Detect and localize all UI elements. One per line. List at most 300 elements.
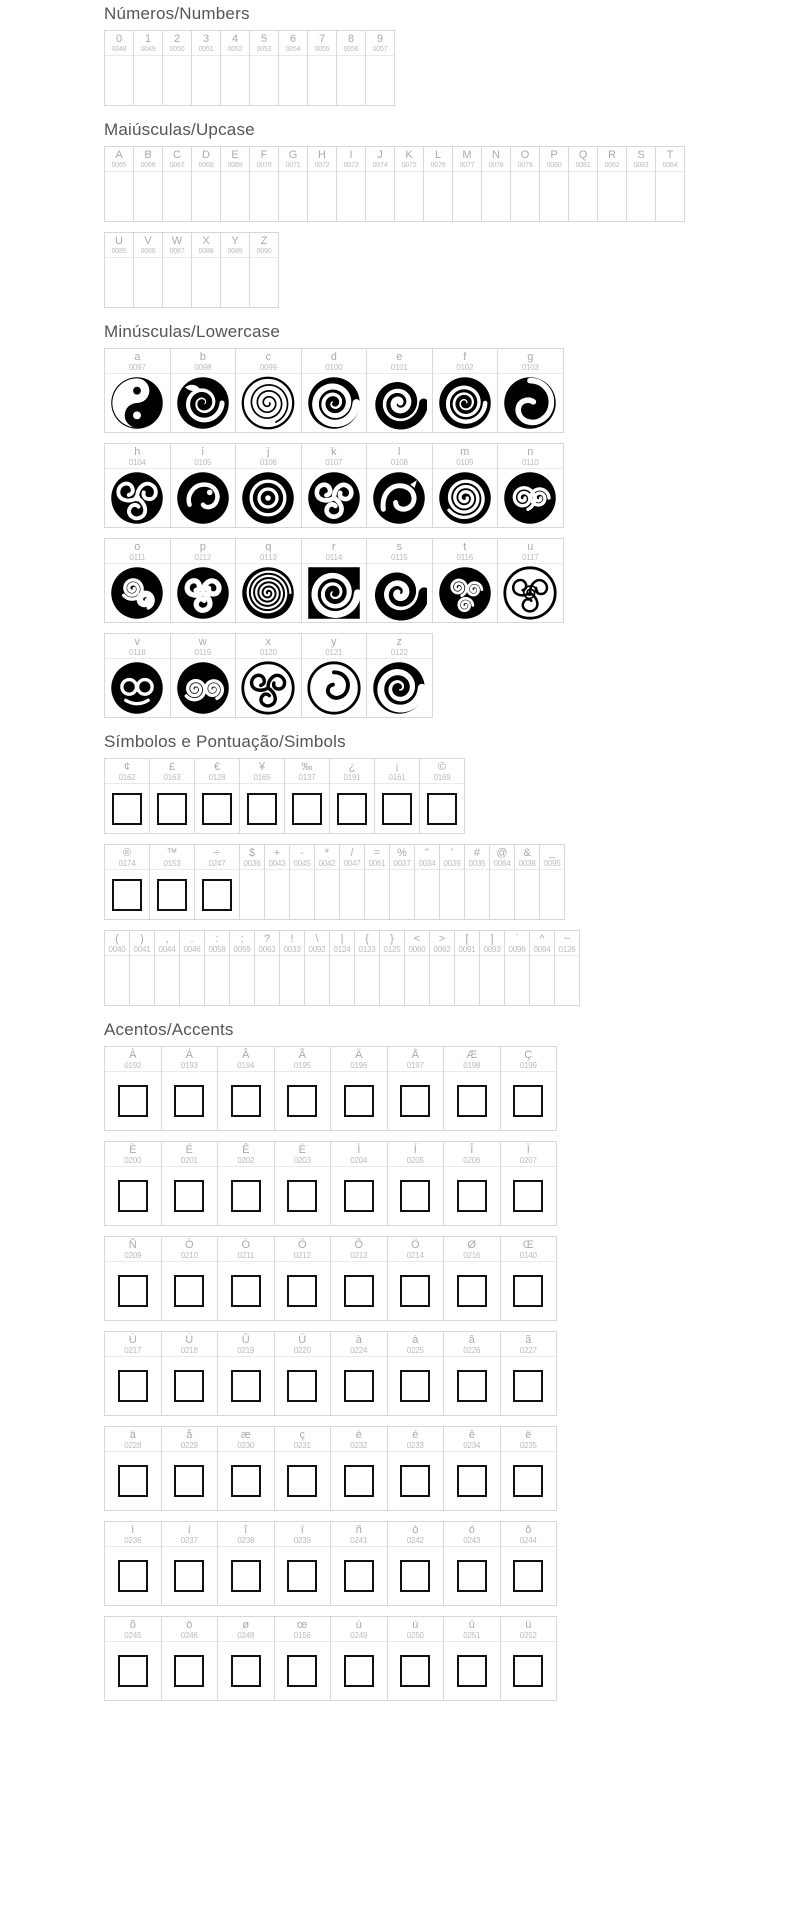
glyph-preview	[275, 1072, 331, 1130]
section-title-numbers: Números/Numbers	[104, 4, 250, 23]
glyph-cell[interactable]	[250, 233, 279, 308]
glyph-cell[interactable]	[540, 147, 569, 222]
glyph-cell[interactable]	[162, 1332, 219, 1416]
glyph-character: ‰	[301, 761, 313, 773]
glyph-charcode: 0053	[256, 46, 272, 53]
missing-glyph-box	[513, 1655, 543, 1687]
glyph-character: 6	[289, 33, 297, 45]
glyph-cell-header	[302, 349, 367, 374]
glyph-cell[interactable]	[302, 634, 368, 718]
glyph-cell[interactable]	[330, 931, 355, 1006]
glyph-cell-header	[444, 1427, 500, 1452]
glyph-cell[interactable]	[240, 759, 285, 834]
glyph-cell-header	[530, 931, 554, 956]
glyph-cell-header	[367, 444, 432, 469]
glyph-cell[interactable]	[302, 539, 368, 623]
glyph-cell[interactable]	[105, 1617, 162, 1701]
glyph-cell[interactable]	[221, 31, 250, 106]
glyph-cell-header	[388, 1427, 444, 1452]
glyph-cell[interactable]	[105, 1522, 162, 1606]
glyph-cell-header	[375, 759, 419, 784]
glyph-cell[interactable]	[388, 1617, 445, 1701]
glyph-cell[interactable]	[440, 845, 465, 920]
glyph-cell[interactable]	[162, 1142, 219, 1226]
glyph-cell[interactable]	[433, 349, 499, 433]
glyph-cell[interactable]	[388, 1237, 445, 1321]
glyph-cell[interactable]	[105, 1332, 162, 1416]
glyph-charcode: 0214	[406, 1251, 424, 1260]
glyph-row	[104, 538, 564, 623]
glyph-cell[interactable]	[367, 444, 433, 528]
glyph-cell-header	[218, 1237, 274, 1262]
glyph-cell[interactable]	[530, 931, 555, 1006]
glyph-cell-header	[250, 147, 278, 172]
glyph-cell-header	[195, 845, 239, 870]
glyph-cell-header	[395, 147, 423, 172]
glyph-cell[interactable]	[433, 539, 499, 623]
glyph-cell-header	[302, 539, 367, 564]
glyph-cell[interactable]	[498, 349, 564, 433]
glyph-cell[interactable]	[285, 759, 330, 834]
missing-glyph-box	[287, 1085, 317, 1117]
glyph-cell[interactable]	[275, 1617, 332, 1701]
glyph-character: L	[434, 149, 442, 161]
glyph-cell[interactable]	[250, 147, 279, 222]
glyph-cell[interactable]	[279, 31, 308, 106]
glyph-cell[interactable]	[482, 147, 511, 222]
glyph-cell[interactable]	[105, 845, 150, 920]
glyph-cell[interactable]	[656, 147, 685, 222]
glyph-character: ;	[240, 933, 244, 945]
glyph-charcode: 0088	[198, 248, 214, 255]
glyph-cell[interactable]	[367, 634, 433, 718]
glyph-cell-header	[415, 845, 439, 870]
glyph-row	[104, 1521, 557, 1606]
glyph-cell-header	[337, 147, 365, 172]
section-title-accents: Acentos/Accents	[104, 1020, 234, 1039]
spiral-splash-icon	[175, 375, 231, 431]
glyph-preview	[236, 374, 301, 432]
glyph-preview	[218, 1262, 274, 1320]
glyph-cell[interactable]	[501, 1332, 558, 1416]
glyph-cell[interactable]	[163, 233, 192, 308]
glyph-character: :	[215, 933, 219, 945]
glyph-preview	[192, 56, 220, 105]
glyph-cell[interactable]	[105, 147, 134, 222]
glyph-cell[interactable]	[444, 1427, 501, 1511]
glyph-cell[interactable]	[305, 931, 330, 1006]
glyph-cell[interactable]	[105, 349, 171, 433]
glyph-cell-header	[302, 634, 367, 659]
glyph-cell[interactable]	[130, 931, 155, 1006]
glyph-preview	[275, 1452, 331, 1510]
glyph-cell[interactable]	[218, 1047, 275, 1131]
glyph-cell[interactable]	[444, 1237, 501, 1321]
glyph-preview	[331, 1262, 387, 1320]
glyph-cell[interactable]	[290, 845, 315, 920]
glyph-cell[interactable]	[480, 931, 505, 1006]
glyph-cell[interactable]	[163, 147, 192, 222]
glyph-cell[interactable]	[171, 539, 237, 623]
glyph-cell[interactable]	[415, 845, 440, 920]
glyph-cell[interactable]	[221, 147, 250, 222]
glyph-preview	[105, 1452, 161, 1510]
glyph-cell[interactable]	[388, 1427, 445, 1511]
glyph-cell[interactable]	[430, 931, 455, 1006]
glyph-preview	[480, 956, 504, 1005]
glyph-cell[interactable]	[331, 1332, 388, 1416]
glyph-cell[interactable]	[275, 1522, 332, 1606]
glyph-cell[interactable]	[331, 1142, 388, 1226]
glyph-cell[interactable]	[218, 1427, 275, 1511]
glyph-cell[interactable]	[569, 147, 598, 222]
glyph-preview	[656, 172, 684, 221]
glyph-cell[interactable]	[192, 147, 221, 222]
glyph-cell-header	[105, 444, 170, 469]
glyph-charcode: 0089	[227, 248, 243, 255]
glyph-cell[interactable]	[105, 233, 134, 308]
glyph-cell[interactable]	[171, 349, 237, 433]
glyph-charcode: 0078	[488, 162, 504, 169]
glyph-cell-header	[331, 1332, 387, 1357]
glyph-cell[interactable]	[192, 233, 221, 308]
glyph-cell[interactable]	[230, 931, 255, 1006]
glyph-cell[interactable]	[501, 1427, 558, 1511]
glyph-cell-header	[180, 931, 204, 956]
glyph-cell[interactable]	[366, 147, 395, 222]
glyph-charcode: 0073	[343, 162, 359, 169]
glyph-cell[interactable]	[180, 931, 205, 1006]
glyph-cell[interactable]	[308, 147, 337, 222]
glyph-cell[interactable]	[444, 1522, 501, 1606]
glyph-cell[interactable]	[465, 845, 490, 920]
glyph-cell[interactable]	[388, 1142, 445, 1226]
glyph-charcode: 0086	[140, 248, 156, 255]
glyph-cell-header	[330, 931, 354, 956]
glyph-cell[interactable]	[218, 1332, 275, 1416]
glyph-character: k	[331, 446, 337, 458]
glyph-cell-header	[366, 31, 394, 56]
glyph-charcode: 0110	[522, 458, 539, 467]
glyph-cell[interactable]	[134, 233, 163, 308]
glyph-cell-header	[275, 1522, 331, 1547]
glyph-cell[interactable]	[444, 1142, 501, 1226]
glyph-cell[interactable]	[218, 1142, 275, 1226]
glyph-charcode: 0227	[519, 1346, 537, 1355]
glyph-character: T	[666, 149, 674, 161]
glyph-cell[interactable]	[511, 147, 540, 222]
glyph-cell[interactable]	[275, 1047, 332, 1131]
glyph-preview	[331, 1642, 387, 1700]
glyph-cell-header	[163, 31, 191, 56]
glyph-cell[interactable]	[308, 31, 337, 106]
glyph-cell[interactable]	[221, 233, 250, 308]
glyph-cell[interactable]	[171, 634, 237, 718]
glyph-charcode: 0061	[368, 859, 386, 868]
glyph-cell[interactable]	[331, 1047, 388, 1131]
glyph-cell[interactable]	[162, 1237, 219, 1321]
glyph-cell-header	[218, 1617, 274, 1642]
glyph-charcode: 0039	[443, 859, 461, 868]
glyph-cell[interactable]	[162, 1522, 219, 1606]
glyph-preview	[250, 258, 278, 307]
glyph-charcode: 0108	[390, 458, 408, 467]
glyph-cell-header	[433, 539, 498, 564]
glyph-cell[interactable]	[405, 931, 430, 1006]
glyph-character: e	[396, 351, 403, 363]
glyph-cell[interactable]	[205, 931, 230, 1006]
glyph-character: 8	[347, 33, 355, 45]
glyph-cell[interactable]	[365, 845, 390, 920]
glyph-cell[interactable]	[162, 1047, 219, 1131]
glyph-cell-header	[105, 1047, 161, 1072]
glyph-character: ù	[355, 1619, 362, 1631]
glyph-charcode: 0197	[406, 1061, 424, 1070]
glyph-preview	[150, 870, 194, 919]
glyph-cell[interactable]	[331, 1237, 388, 1321]
glyph-cell[interactable]	[275, 1142, 332, 1226]
missing-glyph-box	[231, 1465, 261, 1497]
glyph-preview	[162, 1167, 218, 1225]
glyph-cell[interactable]	[501, 1047, 558, 1131]
glyph-cell-header	[105, 931, 129, 956]
glyph-cell[interactable]	[236, 349, 302, 433]
glyph-cell[interactable]	[171, 444, 237, 528]
glyph-cell-header	[279, 147, 307, 172]
glyph-cell[interactable]	[501, 1142, 558, 1226]
missing-glyph-box	[513, 1465, 543, 1497]
glyph-cell[interactable]	[134, 147, 163, 222]
glyph-preview	[236, 564, 301, 622]
glyph-cell[interactable]	[337, 31, 366, 106]
glyph-cell-header	[134, 233, 162, 258]
glyph-charcode: 0106	[259, 458, 277, 467]
missing-glyph-box	[174, 1560, 204, 1592]
glyph-cell[interactable]	[555, 931, 580, 1006]
glyph-cell[interactable]	[420, 759, 465, 834]
glyph-cell[interactable]	[501, 1522, 558, 1606]
glyph-cell[interactable]	[134, 31, 163, 106]
glyph-cell[interactable]	[375, 759, 420, 834]
glyph-character: v	[134, 636, 140, 648]
glyph-charcode: 0096	[508, 945, 526, 954]
glyph-cell-header	[555, 931, 579, 956]
glyph-cell[interactable]	[250, 31, 279, 106]
glyph-row	[104, 758, 465, 834]
glyph-cell[interactable]	[218, 1522, 275, 1606]
glyph-cell[interactable]	[105, 1142, 162, 1226]
glyph-cell-header	[455, 931, 479, 956]
glyph-preview	[444, 1452, 500, 1510]
glyph-cell[interactable]	[240, 845, 265, 920]
glyph-cell[interactable]	[355, 931, 380, 1006]
glyph-cell[interactable]	[105, 444, 171, 528]
glyph-cell[interactable]	[598, 147, 627, 222]
glyph-charcode: 0242	[406, 1536, 424, 1545]
glyph-cell[interactable]	[390, 845, 415, 920]
glyph-charcode: 0041	[133, 945, 151, 954]
glyph-cell-header	[444, 1332, 500, 1357]
glyph-cell[interactable]	[444, 1332, 501, 1416]
glyph-cell[interactable]	[367, 539, 433, 623]
glyph-preview	[195, 784, 239, 833]
glyph-preview	[265, 870, 289, 919]
glyph-cell[interactable]	[218, 1237, 275, 1321]
glyph-cell[interactable]	[315, 845, 340, 920]
glyph-preview	[163, 56, 191, 105]
glyph-cell[interactable]	[380, 931, 405, 1006]
glyph-cell-header	[162, 1047, 218, 1072]
glyph-cell[interactable]	[388, 1047, 445, 1131]
glyph-cell[interactable]	[505, 931, 530, 1006]
glyph-preview	[105, 1072, 161, 1130]
glyph-cell[interactable]	[265, 845, 290, 920]
glyph-cell[interactable]	[105, 31, 134, 106]
glyph-charcode: 0092	[308, 945, 326, 954]
glyph-charcode: 0153	[163, 859, 181, 868]
glyph-cell[interactable]	[366, 31, 395, 106]
glyph-cell[interactable]	[498, 444, 564, 528]
glyph-cell[interactable]	[236, 539, 302, 623]
glyph-charcode: 0169	[433, 773, 451, 782]
glyph-cell[interactable]	[433, 444, 499, 528]
glyph-character: r	[331, 541, 336, 553]
glyph-cell[interactable]	[444, 1617, 501, 1701]
glyph-cell-header	[331, 1142, 387, 1167]
glyph-cell[interactable]	[302, 444, 368, 528]
glyph-cell[interactable]	[540, 845, 565, 920]
glyph-cell[interactable]	[255, 931, 280, 1006]
glyph-cell[interactable]	[192, 31, 221, 106]
glyph-cell[interactable]	[195, 759, 240, 834]
glyph-character: b	[199, 351, 206, 363]
glyph-cell[interactable]	[455, 931, 480, 1006]
glyph-character: 7	[318, 33, 326, 45]
glyph-cell-header	[105, 31, 133, 56]
glyph-charcode: 0035	[468, 859, 486, 868]
glyph-character: =	[373, 847, 381, 859]
glyph-cell[interactable]	[105, 1047, 162, 1131]
glyph-cell[interactable]	[163, 31, 192, 106]
glyph-cell[interactable]	[331, 1617, 388, 1701]
glyph-cell[interactable]	[279, 147, 308, 222]
glyph-cell[interactable]	[444, 1047, 501, 1131]
glyph-cell[interactable]	[501, 1617, 558, 1701]
missing-glyph-box	[400, 1370, 430, 1402]
glyph-cell[interactable]	[275, 1332, 332, 1416]
glyph-preview	[627, 172, 655, 221]
glyph-charcode: 0033	[283, 945, 301, 954]
glyph-cell[interactable]	[105, 1427, 162, 1511]
glyph-preview	[105, 784, 149, 833]
glyph-cell[interactable]	[337, 147, 366, 222]
glyph-charcode: 0237	[180, 1536, 198, 1545]
glyph-row	[104, 443, 564, 528]
glyph-cell[interactable]	[424, 147, 453, 222]
section-symbols	[104, 732, 800, 1006]
glyph-cell[interactable]	[331, 1427, 388, 1511]
glyph-charcode: 0063	[258, 945, 276, 954]
glyph-character: ê	[468, 1429, 475, 1441]
glyph-cell-header	[366, 147, 394, 172]
glyph-row	[104, 1616, 557, 1701]
glyph-cell[interactable]	[490, 845, 515, 920]
glyph-cell[interactable]	[367, 349, 433, 433]
glyph-preview	[192, 172, 220, 221]
glyph-cell[interactable]	[236, 634, 302, 718]
glyph-preview	[250, 56, 278, 105]
glyph-character: 1	[144, 33, 152, 45]
missing-glyph-box	[344, 1370, 374, 1402]
glyph-cell[interactable]	[105, 1237, 162, 1321]
glyph-preview	[105, 870, 149, 919]
glyph-preview	[163, 172, 191, 221]
missing-glyph-box	[427, 793, 457, 825]
glyph-preview	[162, 1547, 218, 1605]
glyph-cell[interactable]	[498, 539, 564, 623]
glyph-charcode: 0049	[140, 46, 156, 53]
glyph-cell[interactable]	[105, 634, 171, 718]
glyph-charcode: 0249	[350, 1631, 368, 1640]
glyph-cell[interactable]	[105, 759, 150, 834]
glyph-cell[interactable]	[150, 759, 195, 834]
glyph-charcode: 0217	[124, 1346, 142, 1355]
glyph-cell[interactable]	[155, 931, 180, 1006]
glyph-cell[interactable]	[501, 1237, 558, 1321]
glyph-charcode: 0114	[325, 553, 342, 562]
glyph-cell[interactable]	[105, 539, 171, 623]
glyph-cell[interactable]	[395, 147, 424, 222]
glyph-cell[interactable]	[515, 845, 540, 920]
glyph-cell[interactable]	[453, 147, 482, 222]
glyph-charcode: 0071	[285, 162, 301, 169]
glyph-character: é	[412, 1429, 419, 1441]
glyph-cell[interactable]	[218, 1617, 275, 1701]
glyph-cell[interactable]	[105, 931, 130, 1006]
glyph-charcode: 0072	[314, 162, 330, 169]
spiral-beast-icon	[175, 470, 231, 526]
glyph-cell[interactable]	[340, 845, 365, 920]
glyph-character: \	[315, 933, 319, 945]
glyph-charcode: 0233	[406, 1441, 424, 1450]
glyph-cell[interactable]	[330, 759, 375, 834]
glyph-cell[interactable]	[627, 147, 656, 222]
glyph-cell-header	[430, 931, 454, 956]
glyph-cell[interactable]	[388, 1332, 445, 1416]
glyph-cell[interactable]	[150, 845, 195, 920]
glyph-cell[interactable]	[388, 1522, 445, 1606]
spiral-wide-icon	[371, 565, 427, 621]
glyph-charcode: 0123	[358, 945, 376, 954]
glyph-cell[interactable]	[275, 1427, 332, 1511]
glyph-cell-header	[540, 845, 564, 870]
glyph-charcode: 0231	[293, 1441, 311, 1450]
spiral-creature-icon	[371, 470, 427, 526]
glyph-cell[interactable]	[331, 1522, 388, 1606]
glyph-cell[interactable]	[195, 845, 240, 920]
glyph-cell[interactable]	[280, 931, 305, 1006]
glyph-cell[interactable]	[162, 1427, 219, 1511]
glyph-character: ,	[165, 933, 169, 945]
glyph-cell[interactable]	[162, 1617, 219, 1701]
glyph-cell-header	[331, 1522, 387, 1547]
glyph-cell[interactable]	[302, 349, 368, 433]
glyph-cell[interactable]	[236, 444, 302, 528]
glyph-cell[interactable]	[275, 1237, 332, 1321]
glyph-charcode: 0241	[350, 1536, 368, 1545]
glyph-charcode: 0252	[519, 1631, 537, 1640]
glyph-preview	[555, 956, 579, 1005]
